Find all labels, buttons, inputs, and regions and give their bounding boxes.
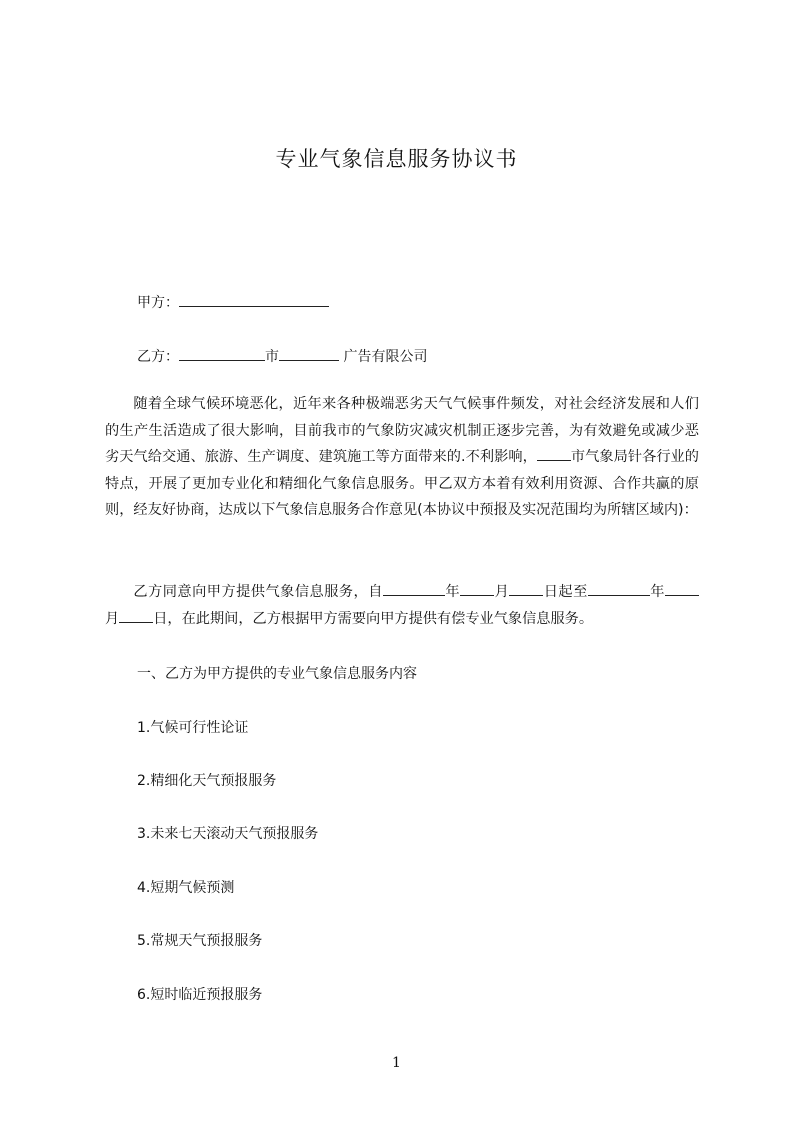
party-b-city-suffix: 市 [265,349,279,365]
end-year-label: 年 [649,584,665,600]
party-b-name-blank [279,345,339,361]
start-month-blank [460,580,494,596]
service-item: 4.短期气候预测 [137,880,235,896]
end-month-label: 月 [105,610,120,627]
party-b-company-suffix: 广告有限公司 [343,349,428,365]
intro-text-part2: 市气象局针各行业的特点，开展了更加专业化和精细化气象信息服务。甲乙双方本着有效利用资源、合作共赢的原则，经友好协商，达成以下气象信息服务合作意见(本协议中预报及实况范围均为所辖区域内)： [105,449,699,519]
service-item: 1.气候可行性论证 [137,720,249,736]
service-item: 5.常规天气预报服务 [137,933,263,949]
service-item: 6.短时临近预报服务 [137,987,263,1003]
start-day-blank [509,580,543,596]
party-b-label: 乙方： [137,349,179,365]
agreement-text-part1: 乙方同意向甲方提供气象信息服务，自 [133,584,383,600]
document-title: 专业气象信息服务协议书 [275,147,518,171]
end-day-blank [119,607,153,623]
start-year-blank [383,580,445,596]
page-number: 1 [392,1055,401,1071]
section-heading: 一、乙方为甲方提供的专业气象信息服务内容 [137,666,417,682]
end-year-blank [588,580,650,596]
start-year-label: 年 [444,584,461,600]
end-month-blank [665,580,699,596]
start-month-label: 月 [494,584,510,600]
start-day-label: 日起至 [543,584,588,600]
party-b-line [137,345,427,367]
party-b-city-blank [179,345,265,361]
party-a-label: 甲方： [137,295,179,311]
agreement-paragraph [105,579,699,632]
intro-city-blank [537,445,571,461]
service-item: 3.未来七天滚动天气预报服务 [137,826,319,842]
intro-text-part1: 随着全球气候环境恶化，近年来各种极端恶劣天气气候事件频发，对社会经济发展和人们的生产生活造成了很大影响，目前我市的气象防灾减灾机制正逐步完善，为有效避免或减少恶劣天气给交通、旅游、生产调度、建筑施工等方面带来的.不利影响， [105,396,699,466]
intro-paragraph [105,391,699,524]
party-a-blank [179,291,329,307]
service-item: 2.精细化天气预报服务 [137,773,277,789]
party-a-line [137,291,329,313]
agreement-text-end: 日，在此期间，乙方根据甲方需要向甲方提供有偿专业气象信息服务。 [153,610,594,627]
